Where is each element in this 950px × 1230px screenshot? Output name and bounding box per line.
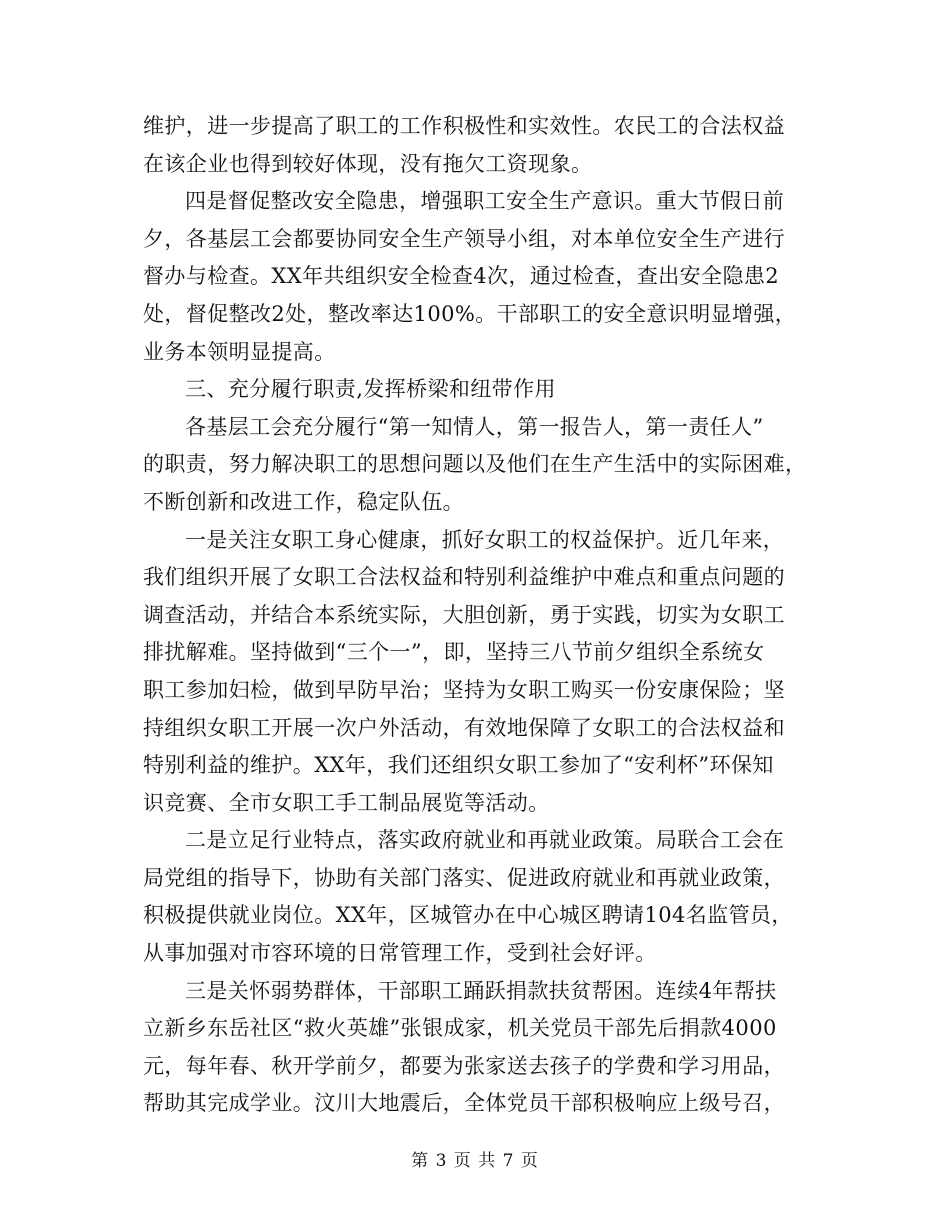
text-line: 四是督促整改安全隐患，增强职工安全生产意识。重大节假日前 bbox=[185, 189, 785, 214]
text-line: 不断创新和改进工作，稳定队伍。 bbox=[143, 489, 464, 514]
text-line: 处，督促整改2处，整改率达100%。干部职工的安全意识明显增强， bbox=[143, 301, 797, 326]
text-line: 业务本领明显提高。 bbox=[143, 339, 336, 364]
text-line: 二是立足行业特点，落实政府就业和再就业政策。局联合工会在 bbox=[185, 828, 785, 853]
page-number-footer: 第 3 页 共 7 页 bbox=[411, 1151, 539, 1171]
text-line: 在该企业也得到较好体现，没有拖欠工资现象。 bbox=[143, 151, 593, 176]
section-heading: 三、充分履行职责,发挥桥梁和纽带作用 bbox=[185, 377, 556, 402]
text-line: 积极提供就业岗位。XX年，区城管办在中心城区聘请104名监管员， bbox=[143, 903, 793, 928]
text-line: 排扰解难。坚持做到“三个一”，即，坚持三八节前夕组织全系统女 bbox=[143, 640, 765, 665]
text-line: 元，每年春、秋开学前夕，都要为张家送去孩子的学费和学习用品， bbox=[143, 1053, 785, 1078]
text-line: 从事加强对市容环境的日常管理工作，受到社会好评。 bbox=[143, 941, 657, 966]
text-line: 立新乡东岳社区“救火英雄”张银成家，机关党员干部先后捐款4000 bbox=[143, 1016, 777, 1041]
text-line: 维护，进一步提高了职工的工作积极性和实效性。农民工的合法权益 bbox=[143, 114, 785, 138]
text-line: 调查活动，并结合本系统实际，大胆创新，勇于实践，切实为女职工 bbox=[143, 602, 785, 627]
text-line: 夕，各基层工会都要协同安全生产领导小组，对本单位安全生产进行 bbox=[143, 226, 785, 251]
text-line: 识竞赛、全市女职工手工制品展览等活动。 bbox=[143, 790, 550, 815]
text-line: 帮助其完成学业。汶川大地震后，全体党员干部积极响应上级号召， bbox=[143, 1091, 785, 1116]
text-line: 一是关注女职工身心健康，抓好女职工的权益保护。近几年来， bbox=[185, 527, 785, 552]
text-line: 督办与检查。XX年共组织安全检查4次，通过检查，查出安全隐患2 bbox=[143, 264, 780, 289]
document-body bbox=[143, 108, 807, 1123]
text-line: 职工参加妇检，做到早防早治；坚持为女职工购买一份安康保险；坚 bbox=[143, 677, 785, 702]
text-line: 我们组织开展了女职工合法权益和特别利益维护中难点和重点问题的 bbox=[143, 565, 785, 590]
text-line: 局党组的指导下，协助有关部门落实、促进政府就业和再就业政策， bbox=[143, 865, 785, 890]
text-line: 各基层工会充分履行“第一知情人，第一报告人，第一责任人” bbox=[185, 414, 764, 439]
text-line: 特别利益的维护。XX年，我们还组织女职工参加了“安利杯”环保知 bbox=[143, 753, 774, 778]
text-line: 三是关怀弱势群体，干部职工踊跃捐款扶贫帮困。连续4年帮扶 bbox=[185, 978, 777, 1003]
text-line: 的职责，努力解决职工的思想问题以及他们在生产生活中的实际困难， bbox=[143, 452, 807, 477]
text-line: 持组织女职工开展一次户外活动，有效地保障了女职工的合法权益和 bbox=[143, 715, 785, 740]
